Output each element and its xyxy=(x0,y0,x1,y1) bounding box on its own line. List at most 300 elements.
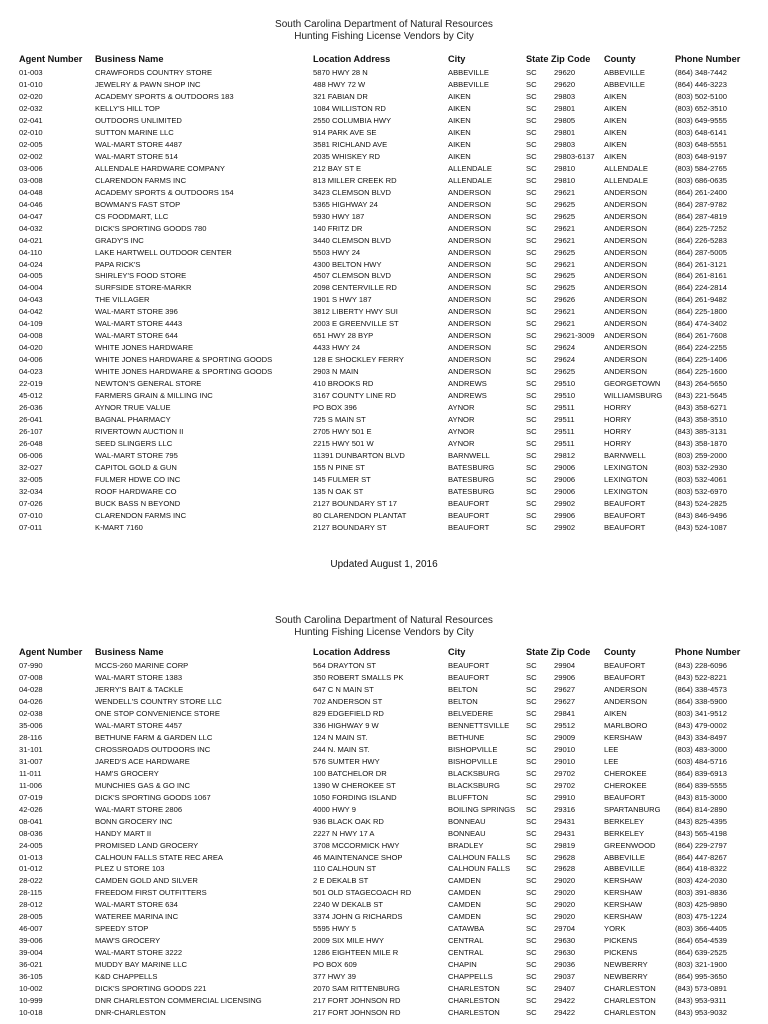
business-name-cell: ONE STOP CONVENIENCE STORE xyxy=(95,708,220,718)
county-cell: AIKEN xyxy=(604,127,627,137)
state-cell: SC xyxy=(526,103,537,113)
phone-number-cell: (843) 358-3510 xyxy=(675,415,727,425)
location-address-cell: 155 N PINE ST xyxy=(313,462,365,472)
state-cell: SC xyxy=(526,462,537,472)
state-cell: SC xyxy=(526,732,537,742)
zip-code-cell: 29841 xyxy=(554,708,576,718)
county-cell: HORRY xyxy=(604,415,632,425)
phone-number-cell: (864) 338-4573 xyxy=(675,684,727,694)
state-cell: SC xyxy=(526,295,537,305)
city-cell: AYNOR xyxy=(448,427,475,437)
agent-number-cell: 11-011 xyxy=(19,768,42,778)
table-row xyxy=(0,708,768,720)
city-cell: ANDERSON xyxy=(448,247,492,257)
business-name-cell: WAL-MART STORE 3222 xyxy=(95,948,183,958)
zip-code-cell: 29510 xyxy=(554,379,576,389)
phone-number-cell: (843) 522-8221 xyxy=(675,672,727,682)
county-cell: AIKEN xyxy=(604,115,627,125)
city-cell: BEAUFORT xyxy=(448,498,490,508)
business-name-cell: MUDDY BAY MARINE LLC xyxy=(95,960,187,970)
location-address-cell: 5595 HWY 5 xyxy=(313,924,356,934)
zip-code-cell: 29009 xyxy=(554,732,576,742)
county-cell: GREENWOOD xyxy=(604,840,656,850)
county-cell: AIKEN xyxy=(604,103,627,113)
phone-number-cell: (864) 225-7252 xyxy=(675,223,727,233)
location-address-cell: 488 HWY 72 W xyxy=(313,79,366,89)
county-cell: ABBEVILLE xyxy=(604,79,645,89)
business-name-cell: PLEZ U STORE 103 xyxy=(95,864,165,874)
phone-number-cell: (864) 446-3223 xyxy=(675,79,727,89)
location-address-cell: 651 HWY 28 BYP xyxy=(313,331,374,341)
phone-number-cell: (843) 815-3000 xyxy=(675,792,727,802)
city-cell: CHARLESTON xyxy=(448,1008,500,1018)
location-address-cell: 2009 SIX MILE HWY xyxy=(313,936,384,946)
city-cell: ANDERSON xyxy=(448,355,492,365)
business-name-cell: SUTTON MARINE LLC xyxy=(95,127,174,137)
zip-code-cell: 29620 xyxy=(554,68,576,77)
county-cell: BEAUFORT xyxy=(604,792,646,802)
state-cell: SC xyxy=(526,307,537,317)
business-name-cell: FULMER HDWE CO INC xyxy=(95,474,181,484)
phone-number-cell: (803) 648-6141 xyxy=(675,127,727,137)
county-cell: ANDERSON xyxy=(604,343,648,353)
agent-number-cell: 22-019 xyxy=(19,379,43,389)
location-address-cell: 4000 HWY 9 xyxy=(313,804,356,814)
location-address-cell: 128 E SHOCKLEY FERRY xyxy=(313,355,404,365)
state-cell: SC xyxy=(526,756,537,766)
col-location-address: Location Address xyxy=(313,54,391,64)
zip-code-cell: 29010 xyxy=(554,744,576,754)
state-cell: SC xyxy=(526,804,537,814)
phone-number-cell: (803) 652-3510 xyxy=(675,103,727,113)
table-row xyxy=(0,660,768,672)
table-row xyxy=(0,199,768,211)
agent-number-cell: 07-990 xyxy=(19,661,43,670)
agent-number-cell: 08-041 xyxy=(19,816,43,826)
agent-number-cell: 04-109 xyxy=(19,319,43,329)
zip-code-cell: 29801 xyxy=(554,127,576,137)
col-location-address: Location Address xyxy=(313,647,391,657)
city-cell: ANDERSON xyxy=(448,343,492,353)
zip-code-cell: 29904 xyxy=(554,661,576,670)
zip-code-cell: 29812 xyxy=(554,451,576,460)
county-cell: MARLBORO xyxy=(604,720,648,730)
city-cell: BISHOPVILLE xyxy=(448,756,498,766)
city-cell: BEAUFORT xyxy=(448,510,490,520)
business-name-cell: WAL-MART STORE 4487 xyxy=(95,139,183,149)
location-address-cell: 2240 W DEKALB ST xyxy=(313,900,384,910)
zip-code-cell: 29625 xyxy=(554,283,576,293)
table-row xyxy=(0,223,768,235)
city-cell: CHARLESTON xyxy=(448,996,500,1006)
phone-number-cell: (864) 261-7608 xyxy=(675,331,727,341)
agent-number-cell: 01-013 xyxy=(19,852,43,862)
city-cell: ANDERSON xyxy=(448,211,492,221)
location-address-cell: 914 PARK AVE SE xyxy=(313,127,377,137)
zip-code-cell: 29627 xyxy=(554,684,576,694)
table-row xyxy=(0,792,768,804)
business-name-cell: WAL-MART STORE 4457 xyxy=(95,720,183,730)
location-address-cell: 576 SUMTER HWY xyxy=(313,756,380,766)
agent-number-cell: 39-006 xyxy=(19,936,43,946)
state-cell: SC xyxy=(526,127,537,137)
business-name-cell: ROOF HARDWARE CO xyxy=(95,486,177,496)
phone-number-cell: (803) 532-6970 xyxy=(675,486,727,496)
agent-number-cell: 02-005 xyxy=(19,139,43,149)
state-cell: SC xyxy=(526,91,537,101)
city-cell: ABBEVILLE xyxy=(448,68,489,77)
county-cell: BARNWELL xyxy=(604,451,646,460)
table-row xyxy=(0,863,768,875)
phone-number-cell: (843) 479-0002 xyxy=(675,720,727,730)
location-address-cell: 2035 WHISKEY RD xyxy=(313,151,380,161)
agent-number-cell: 07-019 xyxy=(19,792,43,802)
county-cell: ALLENDALE xyxy=(604,175,648,185)
agent-number-cell: 10-999 xyxy=(19,996,43,1006)
county-cell: NEWBERRY xyxy=(604,960,648,970)
agent-number-cell: 02-002 xyxy=(19,151,43,161)
state-cell: SC xyxy=(526,439,537,449)
location-address-cell: 2003 E GREENVILLE ST xyxy=(313,319,399,329)
state-cell: SC xyxy=(526,199,537,209)
phone-number-cell: (803) 686-0635 xyxy=(675,175,727,185)
zip-code-cell: 29630 xyxy=(554,948,576,958)
phone-number-cell: (864) 226-5283 xyxy=(675,235,727,245)
city-cell: BLACKSBURG xyxy=(448,780,500,790)
table-row xyxy=(0,139,768,151)
county-cell: ANDERSON xyxy=(604,331,648,341)
col-phone-number: Phone Number xyxy=(675,54,741,64)
state-cell: SC xyxy=(526,355,537,365)
business-name-cell: GRADY'S INC xyxy=(95,235,144,245)
county-cell: AIKEN xyxy=(604,91,627,101)
table-row xyxy=(0,804,768,816)
phone-number-cell: (843) 573-0891 xyxy=(675,984,727,994)
table-row xyxy=(0,486,768,498)
business-name-cell: DICK'S SPORTING GOODS 221 xyxy=(95,984,207,994)
business-name-cell: LAKE HARTWELL OUTDOOR CENTER xyxy=(95,247,232,257)
table-row xyxy=(0,282,768,294)
county-cell: BEAUFORT xyxy=(604,510,646,520)
table-row xyxy=(0,163,768,175)
zip-code-cell: 29020 xyxy=(554,900,576,910)
phone-number-cell: (864) 261-9482 xyxy=(675,295,727,305)
location-address-cell: 217 FORT JOHNSON RD xyxy=(313,996,401,1006)
location-address-cell: 100 BATCHELOR DR xyxy=(313,768,387,778)
city-cell: AIKEN xyxy=(448,139,471,149)
business-name-cell: WAL-MART STORE 634 xyxy=(95,900,178,910)
phone-number-cell: (803) 366-4405 xyxy=(675,924,727,934)
table-row xyxy=(0,828,768,840)
zip-code-cell: 29621 xyxy=(554,187,576,197)
location-address-cell: 110 CALHOUN ST xyxy=(313,864,377,874)
table-row xyxy=(0,366,768,378)
location-address-cell: 377 HWY 39 xyxy=(313,972,356,982)
business-name-cell: PAPA RICK'S xyxy=(95,259,141,269)
phone-number-cell: (843) 524-1087 xyxy=(675,522,727,532)
business-name-cell: THE VILLAGER xyxy=(95,295,150,305)
table-row xyxy=(0,756,768,768)
agent-number-cell: 01-010 xyxy=(19,79,43,89)
city-cell: ALLENDALE xyxy=(448,175,492,185)
table-row xyxy=(0,840,768,852)
county-cell: LEXINGTON xyxy=(604,474,648,484)
state-cell: SC xyxy=(526,792,537,802)
city-cell: BRADLEY xyxy=(448,840,484,850)
table-row xyxy=(0,79,768,91)
zip-code-cell: 29511 xyxy=(554,415,575,425)
city-cell: BATESBURG xyxy=(448,486,495,496)
county-cell: ANDERSON xyxy=(604,259,648,269)
phone-number-cell: (843) 334-8497 xyxy=(675,732,727,742)
table-row xyxy=(0,875,768,887)
city-cell: BELTON xyxy=(448,684,478,694)
zip-code-cell: 29020 xyxy=(554,888,576,898)
agent-number-cell: 26-036 xyxy=(19,403,43,413)
business-name-cell: CALHOUN FALLS STATE REC AREA xyxy=(95,852,224,862)
agent-number-cell: 31-007 xyxy=(19,756,43,766)
zip-code-cell: 29805 xyxy=(554,115,576,125)
city-cell: ANDREWS xyxy=(448,379,487,389)
table-row xyxy=(0,426,768,438)
table-row xyxy=(0,354,768,366)
zip-code-cell: 29036 xyxy=(554,960,576,970)
city-cell: BLUFFTON xyxy=(448,792,488,802)
business-name-cell: JERRY'S BAIT & TACKLE xyxy=(95,684,184,694)
table-row xyxy=(0,971,768,983)
zip-code-cell: 29006 xyxy=(554,486,576,496)
county-cell: ANDERSON xyxy=(604,223,648,233)
city-cell: BATESBURG xyxy=(448,462,495,472)
agent-number-cell: 04-026 xyxy=(19,696,43,706)
city-cell: BONNEAU xyxy=(448,828,486,838)
county-cell: ANDERSON xyxy=(604,247,648,257)
agent-number-cell: 02-010 xyxy=(19,127,43,137)
state-cell: SC xyxy=(526,271,537,281)
location-address-cell: 4507 CLEMSON BLVD xyxy=(313,271,391,281)
location-address-cell: 4433 HWY 24 xyxy=(313,343,361,353)
county-cell: KERSHAW xyxy=(604,888,643,898)
table-row xyxy=(0,438,768,450)
state-cell: SC xyxy=(526,343,537,353)
column-header-row xyxy=(0,647,768,659)
phone-number-cell: (843) 846-9496 xyxy=(675,510,727,520)
agent-number-cell: 10-018 xyxy=(19,1008,43,1018)
zip-code-cell: 29621 xyxy=(554,319,576,329)
county-cell: PICKENS xyxy=(604,936,638,946)
city-cell: BOILING SPRINGS xyxy=(448,804,516,814)
zip-code-cell: 29627 xyxy=(554,696,576,706)
phone-number-cell: (864) 338-5900 xyxy=(675,696,727,706)
location-address-cell: 80 CLARENDON PLANTAT xyxy=(313,510,407,520)
zip-code-cell: 29020 xyxy=(554,912,576,922)
state-cell: SC xyxy=(526,661,537,670)
state-cell: SC xyxy=(526,888,537,898)
city-cell: ANDERSON xyxy=(448,367,492,377)
business-name-cell: DICK'S SPORTING GOODS 780 xyxy=(95,223,207,233)
agent-number-cell: 26-048 xyxy=(19,439,43,449)
agent-number-cell: 07-008 xyxy=(19,672,43,682)
location-address-cell: 11391 DUNBARTON BLVD xyxy=(313,451,405,460)
location-address-cell: PO BOX 609 xyxy=(313,960,357,970)
table-row xyxy=(0,235,768,247)
phone-number-cell: (803) 648-5551 xyxy=(675,139,727,149)
location-address-cell: 3708 MCCORMICK HWY xyxy=(313,840,400,850)
phone-number-cell: (843) 565-4198 xyxy=(675,828,727,838)
county-cell: CHARLESTON xyxy=(604,996,656,1006)
state-cell: SC xyxy=(526,852,537,862)
location-address-cell: 1901 S HWY 187 xyxy=(313,295,372,305)
state-cell: SC xyxy=(526,415,537,425)
table-row xyxy=(0,151,768,163)
table-row xyxy=(0,911,768,923)
phone-number-cell: (864) 839-6913 xyxy=(675,768,727,778)
state-cell: SC xyxy=(526,403,537,413)
phone-number-cell: (864) 225-1600 xyxy=(675,367,727,377)
county-cell: ANDERSON xyxy=(604,355,648,365)
vendor-table-page-2 xyxy=(0,660,768,1019)
agent-number-cell: 10-002 xyxy=(19,984,43,994)
city-cell: ANDERSON xyxy=(448,235,492,245)
table-row xyxy=(0,259,768,271)
updated-footer: Updated August 1, 2016 xyxy=(330,559,438,570)
state-cell: SC xyxy=(526,247,537,257)
location-address-cell: 350 ROBERT SMALLS PK xyxy=(313,672,404,682)
agent-number-cell: 24-005 xyxy=(19,840,43,850)
zip-code-cell: 29422 xyxy=(554,1008,576,1018)
city-cell: CALHOUN FALLS xyxy=(448,864,511,874)
phone-number-cell: (803) 341-9512 xyxy=(675,708,727,718)
agent-number-cell: 01-012 xyxy=(19,864,43,874)
location-address-cell: 5365 HIGHWAY 24 xyxy=(313,199,378,209)
city-cell: AYNOR xyxy=(448,415,475,425)
state-cell: SC xyxy=(526,427,537,437)
zip-code-cell: 29902 xyxy=(554,498,576,508)
zip-code-cell: 29628 xyxy=(554,864,576,874)
state-cell: SC xyxy=(526,744,537,754)
table-row xyxy=(0,899,768,911)
table-row xyxy=(0,983,768,995)
table-row xyxy=(0,330,768,342)
state-cell: SC xyxy=(526,840,537,850)
table-row xyxy=(0,744,768,756)
zip-code-cell: 29801 xyxy=(554,103,576,113)
business-name-cell: MAW'S GROCERY xyxy=(95,936,161,946)
table-row xyxy=(0,294,768,306)
col-county: County xyxy=(604,54,636,64)
phone-number-cell: (843) 264-5650 xyxy=(675,379,727,389)
state-cell: SC xyxy=(526,68,537,77)
table-row xyxy=(0,115,768,127)
agent-number-cell: 04-021 xyxy=(19,235,43,245)
state-cell: SC xyxy=(526,331,537,341)
city-cell: ANDERSON xyxy=(448,283,492,293)
county-cell: AIKEN xyxy=(604,708,627,718)
zip-code-cell: 29803 xyxy=(554,139,576,149)
table-row xyxy=(0,1007,768,1019)
agent-number-cell: 06-006 xyxy=(19,451,43,460)
phone-number-cell: (803) 649-9555 xyxy=(675,115,727,125)
county-cell: KERSHAW xyxy=(604,912,643,922)
county-cell: ANDERSON xyxy=(604,199,648,209)
phone-number-cell: (803) 502-5100 xyxy=(675,91,727,101)
page-subtitle: Hunting Fishing License Vendors by City xyxy=(294,627,474,638)
location-address-cell: 145 FULMER ST xyxy=(313,474,371,484)
zip-code-cell: 29810 xyxy=(554,175,576,185)
agent-number-cell: 04-043 xyxy=(19,295,43,305)
city-cell: BARNWELL xyxy=(448,451,490,460)
state-cell: SC xyxy=(526,960,537,970)
agent-number-cell: 39-004 xyxy=(19,948,43,958)
location-address-cell: 2070 SAM RITTENBURG xyxy=(313,984,400,994)
business-name-cell: OUTDOORS UNLIMITED xyxy=(95,115,182,125)
state-cell: SC xyxy=(526,522,537,532)
table-row xyxy=(0,816,768,828)
phone-number-cell: (864) 995-3650 xyxy=(675,972,727,982)
city-cell: BELVEDERE xyxy=(448,708,494,718)
col-zip-code: Zip Code xyxy=(551,647,591,657)
business-name-cell: JEWELRY & PAWN SHOP INC xyxy=(95,79,201,89)
county-cell: BEAUFORT xyxy=(604,672,646,682)
business-name-cell: K&D CHAPPELLS xyxy=(95,972,158,982)
phone-number-cell: (864) 225-1800 xyxy=(675,307,727,317)
state-cell: SC xyxy=(526,115,537,125)
agent-number-cell: 04-008 xyxy=(19,331,43,341)
city-cell: BEAUFORT xyxy=(448,522,490,532)
zip-code-cell: 29422 xyxy=(554,996,576,1006)
location-address-cell: 2705 HWY 501 E xyxy=(313,427,372,437)
table-row xyxy=(0,732,768,744)
zip-code-cell: 29512 xyxy=(554,720,576,730)
county-cell: WILLIAMSBURG xyxy=(604,391,663,401)
agent-number-cell: 32-034 xyxy=(19,486,43,496)
agent-number-cell: 04-047 xyxy=(19,211,43,221)
zip-code-cell: 29630 xyxy=(554,936,576,946)
table-row xyxy=(0,474,768,486)
phone-number-cell: (803) 483-3000 xyxy=(675,744,727,754)
table-row xyxy=(0,402,768,414)
phone-number-cell: (864) 814-2890 xyxy=(675,804,727,814)
phone-number-cell: (843) 221-5645 xyxy=(675,391,727,401)
phone-number-cell: (803) 391-8836 xyxy=(675,888,727,898)
city-cell: ANDERSON xyxy=(448,259,492,269)
phone-number-cell: (803) 648-9197 xyxy=(675,151,727,161)
business-name-cell: RIVERTOWN AUCTION II xyxy=(95,427,184,437)
agent-number-cell: 04-048 xyxy=(19,187,43,197)
city-cell: CHARLESTON xyxy=(448,984,500,994)
phone-number-cell: (843) 385-3131 xyxy=(675,427,727,437)
state-cell: SC xyxy=(526,1008,537,1018)
agent-number-cell: 04-042 xyxy=(19,307,43,317)
location-address-cell: 217 FORT JOHNSON RD xyxy=(313,1008,401,1018)
table-row xyxy=(0,342,768,354)
col-state: State xyxy=(526,647,549,657)
county-cell: HORRY xyxy=(604,439,632,449)
zip-code-cell: 29510 xyxy=(554,391,576,401)
county-cell: BEAUFORT xyxy=(604,661,646,670)
business-name-cell: WAL-MART STORE 795 xyxy=(95,451,178,460)
city-cell: AIKEN xyxy=(448,91,471,101)
agent-number-cell: 04-006 xyxy=(19,355,43,365)
zip-code-cell: 29511 xyxy=(554,427,575,437)
phone-number-cell: (843) 228-6096 xyxy=(675,661,727,670)
zip-code-cell: 29702 xyxy=(554,768,576,778)
table-row xyxy=(0,887,768,899)
phone-number-cell: (843) 953-9311 xyxy=(675,996,727,1006)
county-cell: CHARLESTON xyxy=(604,984,656,994)
agent-number-cell: 03-006 xyxy=(19,163,43,173)
phone-number-cell: (803) 532-2930 xyxy=(675,462,727,472)
